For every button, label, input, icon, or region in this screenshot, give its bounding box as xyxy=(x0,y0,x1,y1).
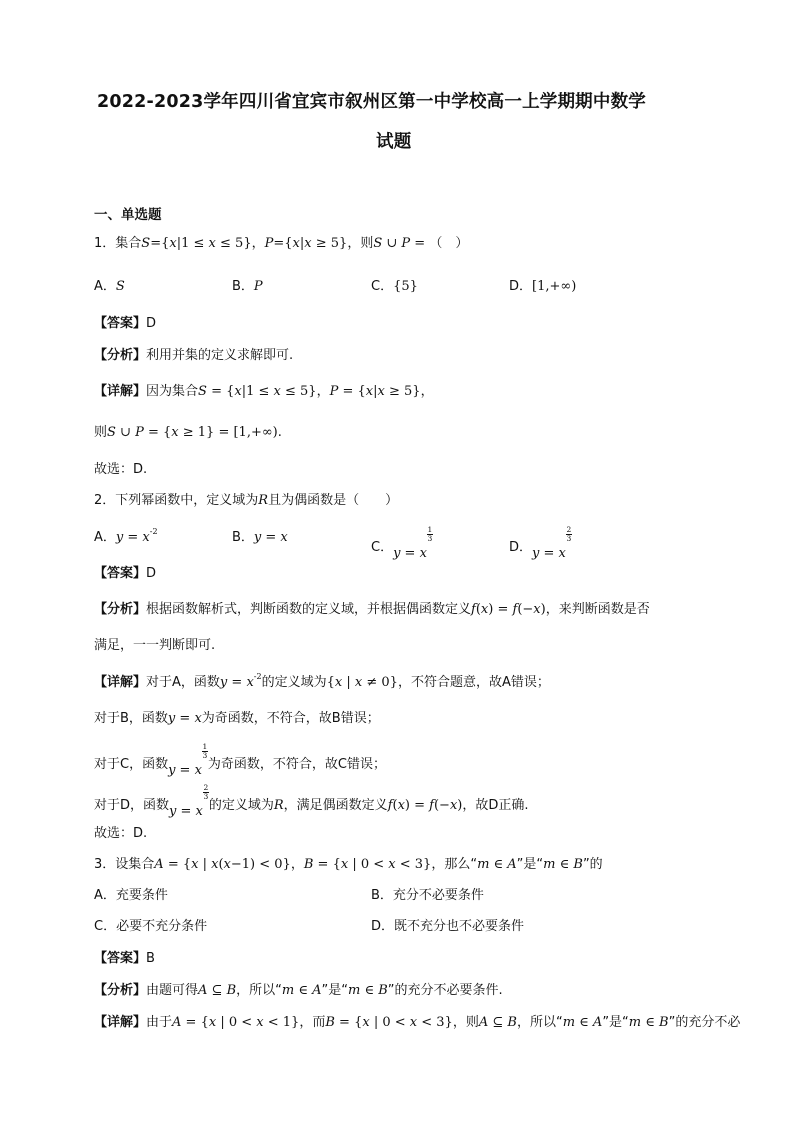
q3-stem: 3．设集合A = {x | x(x−1) < 0}，B = {x | 0 < x < 3}，那么“m ∈ A”是“m ∈ B”的 xyxy=(94,857,603,872)
q2-option-d: D．y = x $\frac{2}{3}$ xyxy=(509,525,572,561)
q3-option-d: D．既不充分也不必要条件 xyxy=(371,919,525,934)
q2-stem: 2．下列幂函数中，定义域为R且为偶函数是（ ） xyxy=(94,493,399,508)
q2-detail-c: 对于C，函数y = x $\frac{1}{3}$ 为奇函数，不符合，故C错误； xyxy=(94,742,386,778)
q1-analysis: 【分析】利用并集的定义求解即可. xyxy=(94,348,294,363)
q3-option-a: A．充要条件 xyxy=(94,888,168,903)
q3-answer: 【答案】B xyxy=(94,951,155,966)
q3-detail: 【详解】由于A = {x | 0 < x < 1}，而B = {x | 0 < x < 3}，则A ⊆ B，所以“m ∈ A”是“m ∈ B”的充分不必 xyxy=(94,1015,741,1030)
q1-stem: 1．集合S={x|1 ≤ x ≤ 5}，P={x|x ≥ 5}，则S ∪ P = （ ） xyxy=(94,236,469,251)
q2-detail-d: 对于D，函数y = x $\frac{2}{3}$ 的定义域为R，满足偶函数定义f(x) = f(−x)，故D正确. xyxy=(94,783,529,819)
q3-analysis: 【分析】由题可得A ⊆ B，所以“m ∈ A”是“m ∈ B”的充分不必要条件. xyxy=(94,983,503,998)
q1-stem-end: （ ） xyxy=(429,236,469,251)
q2-analysis-line1: 【分析】根据函数解析式，判断函数的定义域，并根据偶函数定义f(x) = f(−x)，来判断函数是否 xyxy=(94,602,650,617)
q3-option-b: B．充分不必要条件 xyxy=(371,888,484,903)
q1-option-d: D．[1,+∞) xyxy=(509,279,577,294)
q3-option-c: C．必要不充分条件 xyxy=(94,919,208,934)
q1-conclusion: 故选：D. xyxy=(94,462,148,477)
q1-stem-tail: ，则 xyxy=(347,236,374,251)
q2-option-b: B．y = x xyxy=(232,530,288,545)
q2-detail-b: 对于B，函数y = x为奇函数，不符合，故B错误； xyxy=(94,711,380,726)
q1-detail-line2: 则S ∪ P = {x ≥ 1} = [1,+∞). xyxy=(94,425,282,440)
q1-option-c: C．{5} xyxy=(371,279,418,294)
q1-answer: 【答案】D xyxy=(94,316,157,331)
document-title-line2: 试题 xyxy=(376,132,412,152)
q1-stem-prefix: 集合 xyxy=(115,236,142,251)
section-heading-single-choice: 一、单选题 xyxy=(94,207,162,223)
q2-answer: 【答案】D xyxy=(94,566,157,581)
q1-option-b: B．P xyxy=(232,279,263,294)
document-title-line1: 2022-2023学年四川省宜宾市叙州区第一中学校高一上学期期中数学 xyxy=(97,92,646,112)
q2-option-a: A．$y = x^{-2}$ xyxy=(94,527,158,545)
q2-conclusion: 故选：D. xyxy=(94,826,148,841)
q1-option-a: A．S xyxy=(94,279,125,294)
q1-number: 1． xyxy=(94,236,116,251)
q2-analysis-line2: 满足，一一判断即可. xyxy=(94,638,216,653)
q1-detail-line1: 【详解】因为集合S = {x|1 ≤ x ≤ 5}，P = {x|x ≥ 5}， xyxy=(94,384,434,399)
q2-detail-a: 【详解】对于A，函数$y = x^{-2}$的定义域为{x | x ≠ 0}，不符合题意，故A错误； xyxy=(94,672,550,690)
q2-option-c: C．y = x $\frac{1}{3}$ xyxy=(371,525,433,561)
